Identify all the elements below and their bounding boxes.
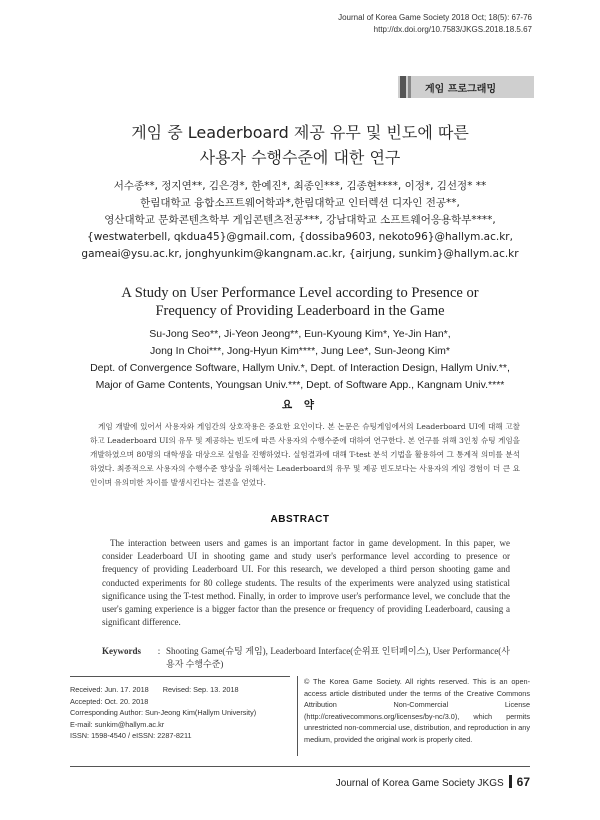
korean-author-names: 서수종**, 정지연**, 김은경*, 한예진*, 최종인***, 김종현****, 이정*, 김선정* ** bbox=[113, 180, 487, 192]
english-authors bbox=[40, 326, 560, 394]
footer-journal: Journal of Korea Game Society JKGS bbox=[335, 778, 504, 789]
english-abstract: The interaction between users and games is an important factor in game development. In this paper, we consider Leaderboard UI in shooting game and study user's performance level according to presence or frequency of providing Leaderboard UI. For this research, we developed a third person shooting game and conducted experiments for 80 college students. The results of the experiments were analyzed using statistical significance using the T-test method. Finally, in order to improve user's performance level, we conclude that the user's gaming experience is a bigger factor than the presence or frequency of providing Leaderboard, causing a significant difference. bbox=[102, 538, 510, 628]
english-affiliation-2: Major of Game Contents, Youngsan Univ.***, Dept. of Software App., Kangnam Univ.**** bbox=[95, 379, 505, 391]
korean-abstract-heading: 요 약 bbox=[282, 399, 318, 411]
issn: ISSN: 1598-4540 / eISSN: 2287-8211 bbox=[70, 731, 192, 741]
keywords-section bbox=[102, 645, 510, 670]
dates-row bbox=[70, 684, 290, 696]
accepted-date: Accepted: Oct. 20. 2018 bbox=[70, 696, 149, 706]
footer-separator bbox=[509, 775, 512, 788]
korean-abstract: 게임 개발에 있어서 사용자와 게임간의 상호작용은 중요한 요인이다. 본 논문은 슈팅게임에서의 Leaderboard UI에 대해 고찰하고 Leaderboard UI의 유무 및 제공하는 빈도에 따른 사용자의 수행수준에 대하여 연구한다. 본 연구를 위해 3인칭 슈팅 게임을 개발하였으며 80명의 대학생을 대상으로 실험을 진행하였다. 실험결과에 대해 T-test 분석 기법을 활용하여 그 통계적 의미를 분석하였다. 최종적으로 사용자의 수행수준 향상을 위해서는 Leaderboard의 유무 및 제공 빈도보다는 사용자의 게임 경험이 더 큰 요인이며 유의미한 차이를 발생시킨다는 결론을 얻었다. bbox=[90, 422, 520, 487]
korean-affiliation-2: 영산대학교 문화콘텐츠학부 게임콘텐츠전공***, 강남대학교 소프트웨어응용학부****, bbox=[104, 214, 496, 226]
korean-affiliation-1: 한림대학교 융합소프트웨어학과*,한림대학교 인터렉션 디자인 전공**, bbox=[140, 197, 460, 209]
license-notice: © The Korea Game Society. All rights reserved. This is an open-access article distributed under the terms of the Creative Commons Attribution Non-Commercial License (http://creativecommons.org/licenses/by-nc/3.0), which permits unrestricted non-commercial use, distribution, and reproduction in any medium, provided the original work is properly cited. bbox=[304, 677, 530, 744]
author-email: E-mail: sunkim@hallym.ac.kr bbox=[70, 719, 165, 729]
english-author-names-2: Jong In Choi***, Jong-Hyun Kim****, Jung Lee*, Sun-Jeong Kim* bbox=[149, 345, 450, 357]
keywords-text: Shooting Game(슈팅 게임), Leaderboard Interface(순위표 인터페이스), User Performance(사용자 수행수준) bbox=[166, 646, 510, 669]
english-title bbox=[60, 284, 540, 320]
page-number: 67 bbox=[516, 775, 530, 789]
korean-authors bbox=[60, 178, 540, 263]
footer-rule bbox=[70, 766, 530, 767]
korean-title bbox=[60, 120, 540, 170]
category-bar bbox=[398, 76, 534, 98]
article-info bbox=[70, 684, 290, 742]
author-emails-1: {westwaterbell, qkdua45}@gmail.com, {dossiba9603, nekoto96}@hallym.ac.kr, bbox=[87, 231, 513, 243]
category-label: 게임 프로그래밍 bbox=[425, 83, 497, 95]
info-top-rule bbox=[70, 676, 290, 677]
category-stripe-dark bbox=[400, 76, 406, 98]
category-stripe-light bbox=[408, 76, 411, 98]
revised-date: Revised: Sep. 13. 2018 bbox=[162, 685, 239, 694]
author-emails-2: gameai@ysu.ac.kr, jonghyunkim@kangnam.ac.kr, {airjung, sunkim}@hallym.ac.kr bbox=[81, 248, 519, 260]
english-abstract-heading: ABSTRACT bbox=[270, 514, 330, 525]
received-date: Received: Jun. 17. 2018 bbox=[70, 685, 149, 694]
korean-title-line2: 사용자 수행수준에 대한 연구 bbox=[199, 148, 401, 167]
english-title-line2: Frequency of Providing Leaderboard in the Game bbox=[155, 303, 445, 319]
keywords-colon: : bbox=[157, 646, 161, 656]
english-title-line1: A Study on User Performance Level according to Presence or bbox=[121, 285, 479, 301]
english-affiliation-1: Dept. of Convergence Software, Hallym Univ.*, Dept. of Interaction Design, Hallym Univ.**, bbox=[90, 362, 510, 374]
keywords-label: Keywords bbox=[102, 646, 141, 656]
page-footer bbox=[210, 775, 530, 789]
journal-citation: Journal of Korea Game Society 2018 Oct; 18(5): 67-76 bbox=[338, 13, 532, 22]
corresponding-author: Corresponding Author: Sun-Jeong Kim(Hallym University) bbox=[70, 708, 257, 718]
korean-title-line1: 게임 중 Leaderboard 제공 유무 및 빈도에 따른 bbox=[131, 123, 469, 142]
info-divider bbox=[297, 676, 298, 756]
journal-reference bbox=[172, 12, 532, 36]
english-author-names-1: Su-Jong Seo**, Ji-Yeon Jeong**, Eun-Kyoung Kim*, Ye-Jin Han*, bbox=[149, 328, 451, 340]
doi-link[interactable]: http://dx.doi.org/10.7583/JKGS.2018.18.5.67 bbox=[373, 25, 532, 34]
